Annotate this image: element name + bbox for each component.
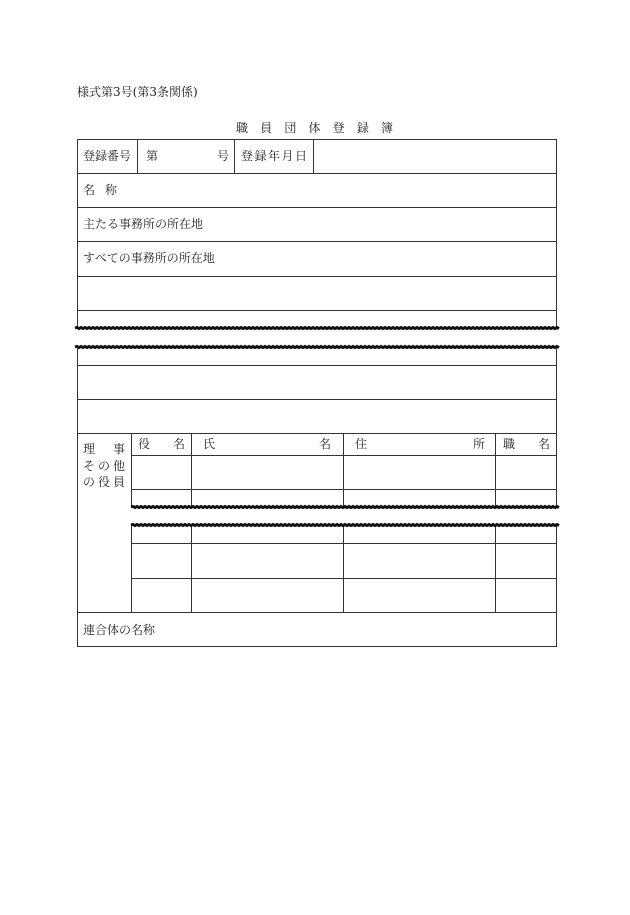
all-offices-label: すべての事務所の所在地: [83, 251, 215, 265]
organization-name-label: 名 称: [83, 183, 117, 197]
registration-number-prefix: 第: [146, 149, 159, 163]
registration-date-label: 登録年月日: [241, 149, 309, 163]
form-number: 様式第3号(第3条関係): [77, 85, 198, 99]
column-header-name: 氏 名: [203, 437, 331, 451]
officers-section-label-line: 理 事: [83, 442, 125, 456]
registration-number-suffix: 号: [217, 149, 230, 163]
federation-name-label: 連合体の名称: [83, 623, 156, 637]
column-header-address: 住 所: [355, 437, 485, 451]
break-line: [131, 524, 559, 525]
column-header-job-title: 職 名: [503, 437, 550, 451]
page-title: 職 員 団 体 登 録 簿: [236, 121, 393, 135]
column-header-role: 役 名: [138, 437, 185, 451]
main-office-label: 主たる事務所の所在地: [83, 217, 204, 231]
officers-section-label-line: その他: [83, 459, 129, 473]
break-line: [75, 346, 559, 347]
break-line: [131, 506, 559, 507]
registration-number-label: 登録番号: [83, 149, 132, 163]
officers-section-label-line: の役員: [83, 475, 129, 489]
break-line: [75, 327, 559, 328]
